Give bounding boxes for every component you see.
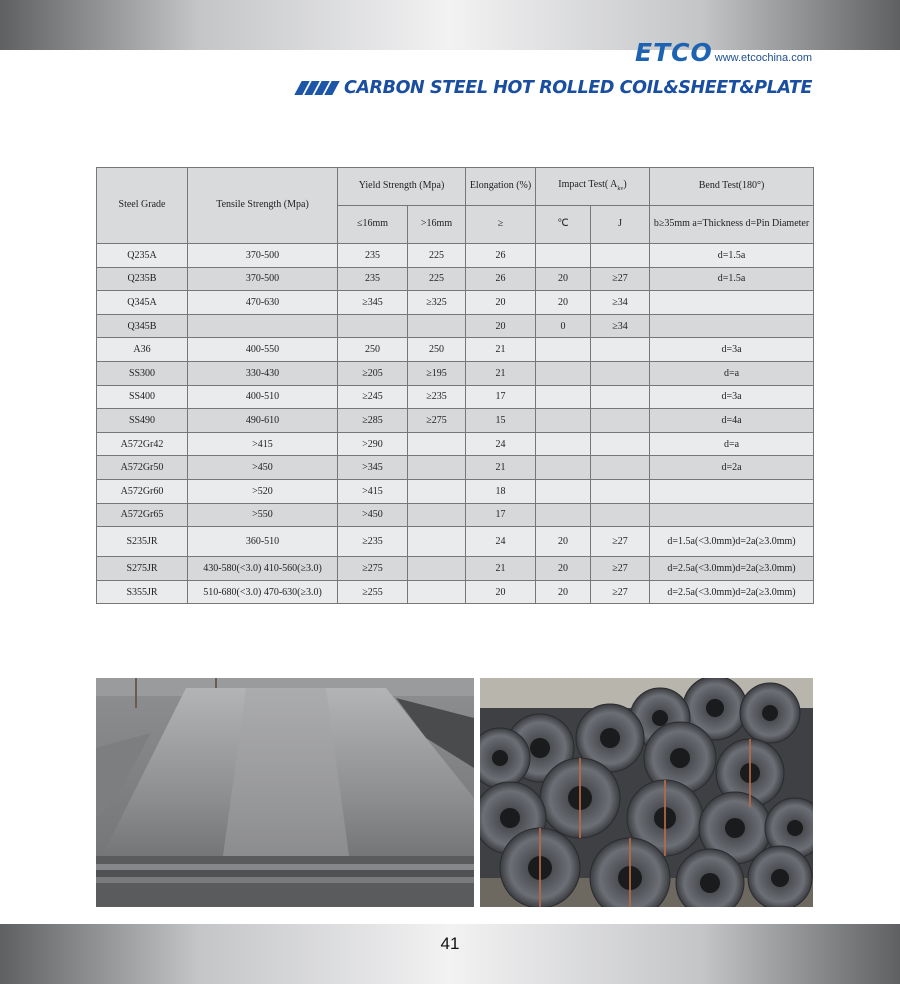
cell-elongation: 17 (466, 385, 536, 409)
cell-grade: SS490 (97, 409, 188, 433)
cell-impact-temp (536, 479, 591, 503)
cell-elongation: 26 (466, 244, 536, 268)
brand (635, 38, 812, 67)
page-title: CARBON STEEL HOT ROLLED COIL&SHEET&PLATE (343, 78, 812, 98)
cell-yield-le16: 250 (338, 338, 408, 362)
cell-yield-gt16: 225 (408, 267, 466, 291)
cell-bend: d=2a (650, 456, 814, 480)
cell-impact-temp (536, 338, 591, 362)
cell-yield-gt16: ≥195 (408, 361, 466, 385)
table-row (97, 432, 814, 456)
cell-yield-le16: ≥245 (338, 385, 408, 409)
slash-stripes-icon (298, 81, 336, 95)
cell-yield-le16: >345 (338, 456, 408, 480)
table-row (97, 503, 814, 527)
cell-impact-temp: 20 (536, 267, 591, 291)
table-row (97, 580, 814, 604)
cell-grade: A36 (97, 338, 188, 362)
table-row (97, 291, 814, 315)
cell-impact-j: ≥27 (591, 580, 650, 604)
cell-tensile: 510-680(<3.0) 470-630(≥3.0) (188, 580, 338, 604)
cell-yield-le16: ≥345 (338, 291, 408, 315)
cell-impact-j (591, 409, 650, 433)
table-row (97, 527, 814, 557)
cell-elongation: 26 (466, 267, 536, 291)
header-elongation-min: ≥ (466, 206, 536, 244)
header-yield-gt16: >16mm (408, 206, 466, 244)
title-bar (298, 78, 812, 98)
cell-elongation: 20 (466, 291, 536, 315)
cell-yield-le16: >415 (338, 479, 408, 503)
header-impact-test (536, 168, 650, 206)
cell-yield-le16: 235 (338, 267, 408, 291)
cell-impact-temp (536, 409, 591, 433)
cell-elongation: 20 (466, 580, 536, 604)
cell-yield-le16: >290 (338, 432, 408, 456)
cell-yield-gt16 (408, 580, 466, 604)
cell-yield-gt16 (408, 527, 466, 557)
cell-impact-temp (536, 385, 591, 409)
cell-bend: d=3a (650, 385, 814, 409)
cell-tensile: >415 (188, 432, 338, 456)
cell-impact-temp: 20 (536, 557, 591, 581)
cell-bend: d=4a (650, 409, 814, 433)
cell-elongation: 24 (466, 432, 536, 456)
cell-elongation: 24 (466, 527, 536, 557)
cell-elongation: 21 (466, 361, 536, 385)
etco-logo: ETCO (635, 38, 713, 67)
table-row (97, 267, 814, 291)
cell-grade: SS400 (97, 385, 188, 409)
cell-yield-gt16 (408, 503, 466, 527)
cell-bend: d=1.5a (650, 267, 814, 291)
cell-grade: Q345B (97, 314, 188, 338)
cell-tensile: 470-630 (188, 291, 338, 315)
table-row (97, 479, 814, 503)
cell-impact-j (591, 503, 650, 527)
cell-tensile: 400-510 (188, 385, 338, 409)
cell-bend: d=2.5a(<3.0mm)d=2a(≥3.0mm) (650, 580, 814, 604)
cell-impact-temp: 20 (536, 580, 591, 604)
cell-yield-gt16: 225 (408, 244, 466, 268)
cell-impact-temp (536, 503, 591, 527)
cell-impact-temp (536, 432, 591, 456)
cell-tensile: 330-430 (188, 361, 338, 385)
cell-tensile: 370-500 (188, 244, 338, 268)
cell-grade: A572Gr42 (97, 432, 188, 456)
cell-impact-j (591, 385, 650, 409)
cell-impact-temp (536, 244, 591, 268)
header-elongation: Elongation (%) (466, 168, 536, 206)
cell-yield-le16: ≥275 (338, 557, 408, 581)
cell-impact-j (591, 244, 650, 268)
cell-yield-gt16 (408, 432, 466, 456)
steel-plate-photo (96, 678, 474, 907)
cell-impact-j (591, 338, 650, 362)
table-row (97, 385, 814, 409)
table-row (97, 456, 814, 480)
cell-grade: Q345A (97, 291, 188, 315)
cell-impact-j: ≥34 (591, 314, 650, 338)
impact-label: Impact Test( A (558, 179, 618, 191)
cell-yield-le16: >450 (338, 503, 408, 527)
cell-tensile: 430-580(<3.0) 410-560(≥3.0) (188, 557, 338, 581)
cell-grade: S355JR (97, 580, 188, 604)
cell-impact-j: ≥34 (591, 291, 650, 315)
header-tensile-strength: Tensile Strength (Mpa) (188, 168, 338, 244)
cell-impact-j (591, 432, 650, 456)
cell-tensile: >520 (188, 479, 338, 503)
cell-elongation: 21 (466, 338, 536, 362)
cell-elongation: 15 (466, 409, 536, 433)
cell-impact-j (591, 361, 650, 385)
cell-bend (650, 503, 814, 527)
website-url: www.etcochina.com (714, 52, 812, 64)
table-row (97, 338, 814, 362)
table-row (97, 361, 814, 385)
cell-bend (650, 479, 814, 503)
cell-impact-temp: 0 (536, 314, 591, 338)
header-impact-temp: ℃ (536, 206, 591, 244)
impact-close: ) (623, 179, 627, 191)
cell-impact-j (591, 479, 650, 503)
cell-yield-gt16: ≥325 (408, 291, 466, 315)
cell-yield-gt16: 250 (408, 338, 466, 362)
cell-impact-temp (536, 361, 591, 385)
cell-yield-le16: ≥235 (338, 527, 408, 557)
cell-bend: d=2.5a(<3.0mm)d=2a(≥3.0mm) (650, 557, 814, 581)
cell-elongation: 21 (466, 557, 536, 581)
cell-yield-le16: 235 (338, 244, 408, 268)
cell-grade: A572Gr65 (97, 503, 188, 527)
cell-elongation: 18 (466, 479, 536, 503)
table-row (97, 244, 814, 268)
cell-bend (650, 314, 814, 338)
cell-tensile (188, 314, 338, 338)
cell-impact-temp: 20 (536, 527, 591, 557)
cell-tensile: >450 (188, 456, 338, 480)
steel-coils-photo (480, 678, 813, 907)
cell-bend: d=1.5a(<3.0mm)d=2a(≥3.0mm) (650, 527, 814, 557)
page-number: 41 (440, 934, 460, 953)
cell-bend: d=a (650, 361, 814, 385)
cell-tensile: 490-610 (188, 409, 338, 433)
cell-yield-gt16: ≥275 (408, 409, 466, 433)
cell-tensile: 370-500 (188, 267, 338, 291)
cell-bend (650, 291, 814, 315)
header-yield-le16: ≤16mm (338, 206, 408, 244)
header-steel-grade: Steel Grade (97, 168, 188, 244)
cell-bend: d=1.5a (650, 244, 814, 268)
impact-subscript: kv (617, 186, 624, 193)
cell-grade: A572Gr60 (97, 479, 188, 503)
cell-grade: Q235A (97, 244, 188, 268)
cell-impact-j: ≥27 (591, 267, 650, 291)
cell-tensile: 400-550 (188, 338, 338, 362)
header-yield-strength: Yield Strength (Mpa) (338, 168, 466, 206)
cell-yield-gt16 (408, 456, 466, 480)
cell-impact-temp: 20 (536, 291, 591, 315)
cell-yield-gt16 (408, 557, 466, 581)
cell-yield-le16: ≥205 (338, 361, 408, 385)
cell-grade: SS300 (97, 361, 188, 385)
cell-yield-le16 (338, 314, 408, 338)
cell-impact-temp (536, 456, 591, 480)
cell-impact-j: ≥27 (591, 527, 650, 557)
cell-impact-j: ≥27 (591, 557, 650, 581)
cell-yield-gt16: ≥235 (408, 385, 466, 409)
table-row (97, 557, 814, 581)
spec-table (96, 167, 814, 604)
cell-grade: Q235B (97, 267, 188, 291)
cell-yield-le16: ≥255 (338, 580, 408, 604)
header-bend-condition: b≥35mm a=Thickness d=Pin Diameter (650, 206, 814, 244)
table-row (97, 314, 814, 338)
cell-grade: S275JR (97, 557, 188, 581)
cell-bend: d=a (650, 432, 814, 456)
cell-bend: d=3a (650, 338, 814, 362)
cell-yield-le16: ≥285 (338, 409, 408, 433)
cell-elongation: 20 (466, 314, 536, 338)
cell-elongation: 21 (466, 456, 536, 480)
cell-elongation: 17 (466, 503, 536, 527)
cell-grade: A572Gr50 (97, 456, 188, 480)
cell-tensile: >550 (188, 503, 338, 527)
cell-tensile: 360-510 (188, 527, 338, 557)
cell-impact-j (591, 456, 650, 480)
cell-yield-gt16 (408, 479, 466, 503)
cell-grade: S235JR (97, 527, 188, 557)
bottom-band (0, 924, 900, 984)
header-impact-j: J (591, 206, 650, 244)
header-bend-test: Bend Test(180°) (650, 168, 814, 206)
table-row (97, 409, 814, 433)
cell-yield-gt16 (408, 314, 466, 338)
